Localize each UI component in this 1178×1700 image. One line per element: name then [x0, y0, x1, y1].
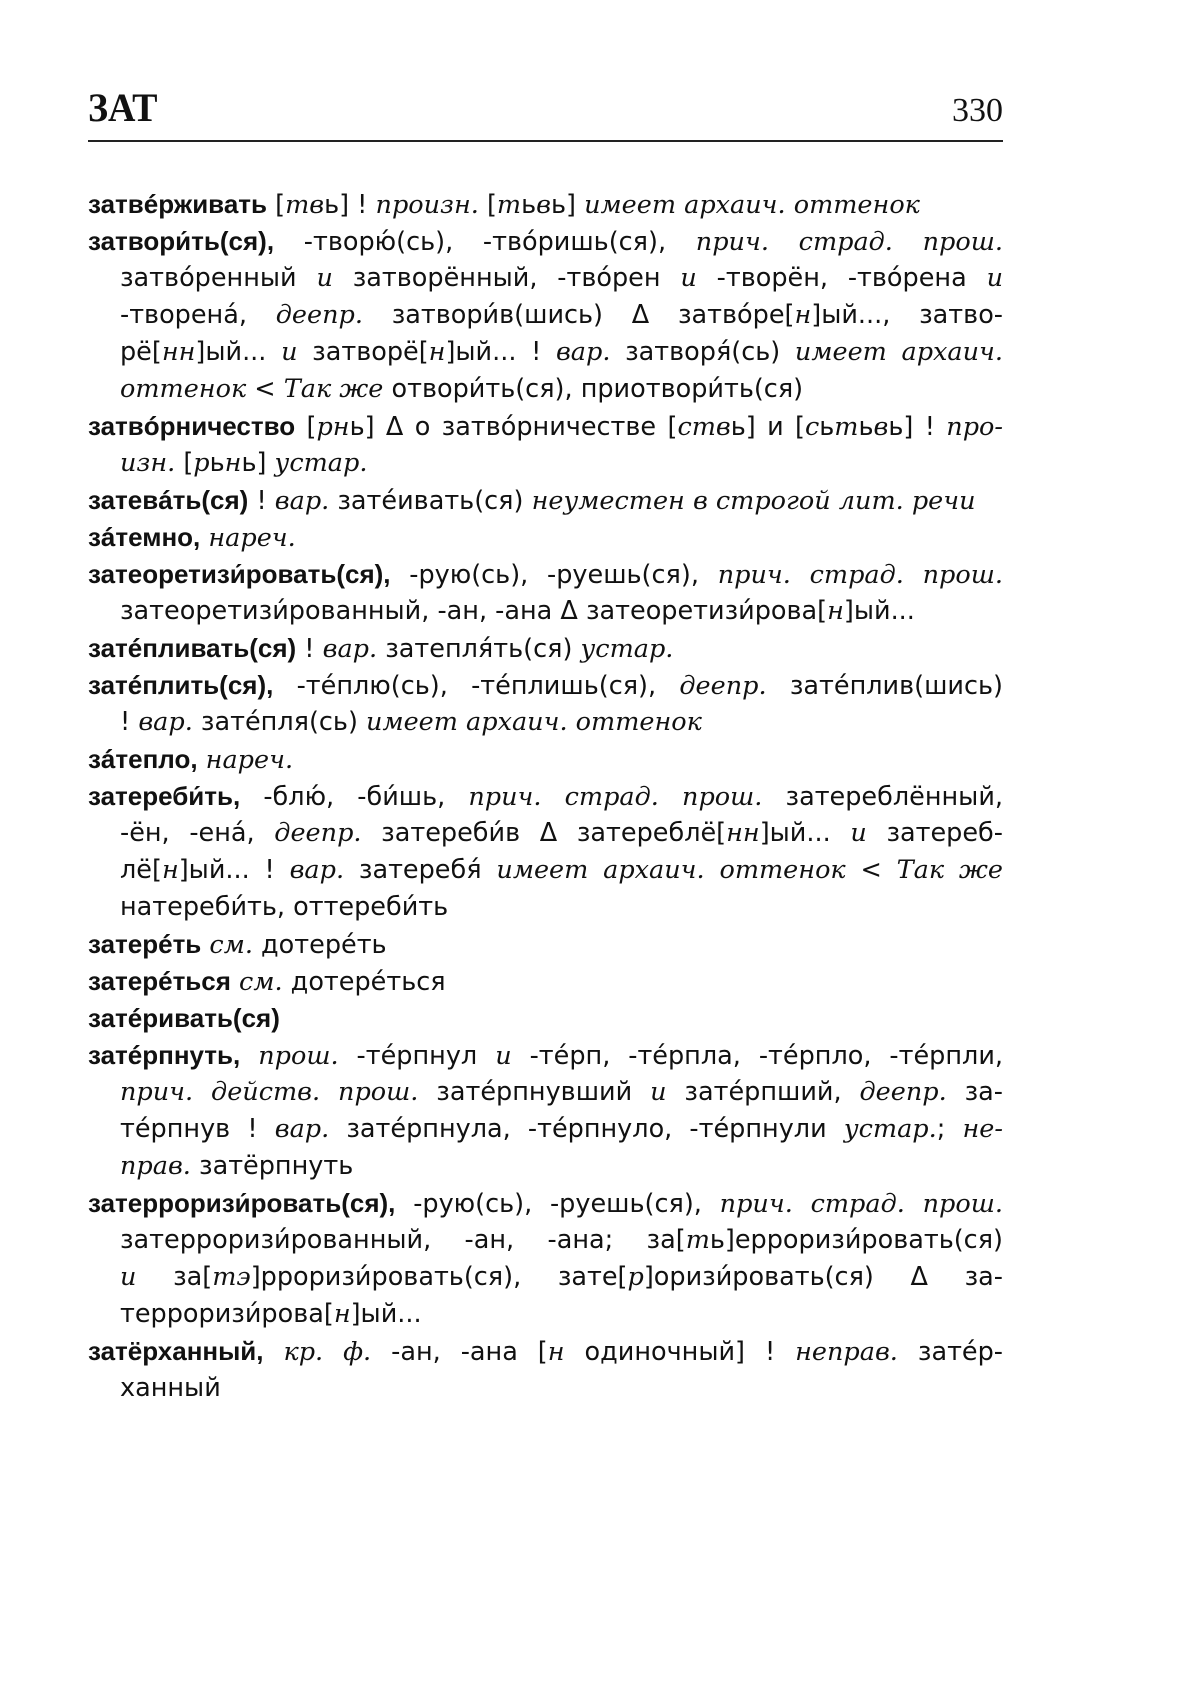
headword: затéплить(ся),: [88, 670, 274, 700]
label-italic: и: [495, 1041, 512, 1071]
entry-text: затворённый, -твóрен: [332, 263, 681, 293]
label-italic: прош.: [258, 1041, 339, 1071]
label-italic: про-: [946, 412, 1003, 442]
entry-text: ь] !: [324, 190, 376, 220]
entry-text: -блю́, -би́шь,: [240, 782, 469, 812]
label-italic: нн: [161, 337, 196, 367]
headword: затереби́ть,: [88, 781, 241, 811]
entry-text: [240, 1041, 258, 1071]
entry-text: -рую(сь), -руешь(ся),: [395, 1189, 720, 1219]
label-italic: прич. страд. прош.: [719, 1189, 1003, 1219]
entry-text: натереби́ть, оттереби́ть: [120, 892, 449, 922]
dictionary-entries: [88, 186, 1003, 1407]
entry-headline: [88, 963, 1003, 1000]
entry-continuation-line: [88, 1370, 1003, 1407]
label-italic: в: [536, 190, 551, 220]
entry-headline: [88, 519, 1003, 556]
entry-text: ь] Δ о затвóрничестве [: [349, 412, 678, 442]
headword: затвóрничество: [88, 411, 296, 441]
entry-text: <: [845, 855, 897, 885]
entry-continuation-line: [88, 1222, 1003, 1259]
dictionary-entry: [88, 1333, 1003, 1407]
label-italic: н: [224, 448, 242, 478]
entry-text: затерроризи́рованный, -ан, -ана; за[: [120, 1225, 686, 1255]
entry-text: [231, 967, 239, 997]
entry-text: затеребя́: [344, 855, 497, 885]
entry-text: ]ый..., затво-: [811, 300, 1003, 330]
label-italic: р: [627, 1262, 644, 1292]
label-italic: неуместен в строгой лит. речи: [531, 486, 976, 516]
dictionary-entry: [88, 186, 1003, 223]
label-italic: с: [804, 412, 820, 442]
entry-text: затворя́(сь): [610, 337, 795, 367]
headword: зáтемно,: [88, 522, 201, 552]
label-italic: прич. страд. прош.: [468, 782, 763, 812]
entry-headline: [88, 630, 1003, 667]
label-italic: в: [873, 412, 889, 442]
entry-text: [: [478, 190, 497, 220]
entry-continuation-line: [88, 889, 1003, 926]
label-italic: изн.: [120, 448, 176, 478]
entry-text: за-: [946, 1077, 1003, 1107]
entry-continuation-line: [88, 815, 1003, 852]
dictionary-entry: [88, 223, 1003, 408]
dictionary-entry: [88, 556, 1003, 630]
label-italic: нн: [726, 818, 760, 848]
entry-text: ь]: [550, 190, 585, 220]
dictionary-entry: [88, 1185, 1003, 1333]
entry-continuation-line: [88, 1074, 1003, 1111]
entry-continuation-line: [88, 445, 1003, 482]
label-italic: устар.: [580, 634, 674, 664]
entry-text: ]ый...: [843, 596, 915, 626]
entry-text: -тéплю(сь), -тéплишь(ся),: [273, 671, 680, 701]
entry-text: [198, 745, 206, 775]
label-italic: устар.: [843, 1114, 937, 1144]
label-italic: неправ.: [795, 1337, 898, 1367]
header-rule: [88, 140, 1003, 142]
entry-text: затворё[: [297, 337, 429, 367]
label-italic: т: [834, 412, 859, 442]
label-italic: см.: [209, 930, 253, 960]
entry-text: [: [267, 190, 286, 220]
entry-headline: [88, 1000, 1003, 1037]
dictionary-entry: [88, 963, 1003, 1000]
entry-text: тéрпнув !: [120, 1114, 275, 1144]
label-italic: н: [794, 300, 812, 330]
dictionary-page: [88, 78, 1003, 1407]
label-italic: оттенок: [120, 374, 247, 404]
label-italic: и: [680, 263, 697, 293]
entry-text: затереб-: [866, 818, 1003, 848]
entry-text: !: [120, 707, 139, 737]
entry-text: -тéрпнул: [338, 1041, 496, 1071]
entry-text: отвори́ть(ся), приотвори́ть(ся): [383, 374, 804, 404]
entry-text: ]ый...: [195, 337, 282, 367]
label-italic: имеет архаич. оттенок: [584, 190, 920, 220]
dictionary-entry: [88, 1037, 1003, 1185]
entry-continuation-line: [88, 1148, 1003, 1185]
entry-continuation-line: [88, 260, 1003, 297]
label-italic: прав.: [120, 1151, 191, 1181]
headword: затерéть: [88, 929, 202, 959]
entry-continuation-line: [88, 1259, 1003, 1296]
label-italic: тв: [285, 190, 325, 220]
entry-headline: [88, 926, 1003, 963]
entry-headline: [88, 1333, 1003, 1370]
entry-text: затéпля(сь): [192, 707, 367, 737]
entry-text: [: [175, 448, 194, 478]
entry-headline: [88, 482, 1003, 519]
running-head-word: ЗАТ: [88, 85, 158, 130]
headword: затéривать(ся): [88, 1003, 280, 1033]
label-italic: деепр.: [679, 671, 767, 701]
entry-continuation-line: [88, 593, 1003, 630]
label-italic: имеет архаич. оттенок: [496, 855, 846, 885]
label-italic: деепр.: [859, 1077, 947, 1107]
label-italic: вар.: [138, 707, 193, 737]
label-italic: вар.: [274, 1114, 330, 1144]
label-italic: ств: [677, 412, 731, 442]
label-italic: н: [333, 1299, 351, 1329]
dictionary-entry: [88, 519, 1003, 556]
label-italic: н: [547, 1337, 565, 1367]
entry-text: ь] и [: [730, 412, 805, 442]
label-italic: деепр.: [274, 818, 362, 848]
label-italic: Так же: [896, 855, 1004, 885]
headword: затерéться: [88, 966, 231, 996]
entry-text: -ан, -ана [: [371, 1337, 548, 1367]
entry-text: [264, 1337, 284, 1367]
headword: затеоретизи́ровать(ся),: [88, 559, 391, 589]
label-italic: вар.: [555, 337, 611, 367]
entry-headline: [88, 1185, 1003, 1222]
label-italic: и: [650, 1077, 667, 1107]
entry-text: ь: [521, 190, 537, 220]
label-italic: нареч.: [208, 523, 296, 553]
label-italic: кр. ф.: [283, 1337, 372, 1367]
entry-text: дотерéться: [282, 967, 446, 997]
entry-text: -творён, -твóрена: [696, 263, 987, 293]
entry-text: затвóренный: [120, 263, 317, 293]
entry-text: ]ый... !: [178, 855, 290, 885]
entry-text: ь] !: [888, 412, 947, 442]
dictionary-entry: [88, 630, 1003, 667]
dictionary-entry: [88, 1000, 1003, 1037]
label-italic: имеет архаич.: [794, 337, 1004, 367]
entry-text: ;: [936, 1114, 963, 1144]
entry-text: дотерéть: [252, 930, 387, 960]
entry-text: ь]ерроризи́ровать(ся): [709, 1225, 1003, 1255]
entry-text: за[: [136, 1262, 213, 1292]
label-italic: и: [120, 1262, 137, 1292]
label-italic: устар.: [274, 448, 368, 478]
entry-text: ]ый...: [759, 818, 851, 848]
headword: затерроризи́ровать(ся),: [88, 1188, 396, 1218]
entry-text: !: [296, 634, 323, 664]
entry-headline: [88, 186, 1003, 223]
entry-text: -тéрп, -тéрпла, -тéрпло, -тéрпли,: [511, 1041, 1003, 1071]
entry-text: затéр-: [897, 1337, 1003, 1367]
label-italic: т: [685, 1225, 710, 1255]
headword: затевáть(ся): [88, 485, 249, 515]
entry-text: затеоретизи́рованный, -ан, -ана Δ затеоретизи́рова[: [120, 596, 828, 626]
label-italic: нареч.: [205, 745, 294, 775]
label-italic: и: [281, 337, 298, 367]
label-italic: Так же: [283, 374, 384, 404]
entry-headline: [88, 556, 1003, 593]
entry-text: ]ый...: [350, 1299, 422, 1329]
label-italic: т: [496, 190, 522, 220]
entry-text: рё[: [120, 337, 162, 367]
entry-continuation-line: [88, 334, 1003, 371]
label-italic: н: [161, 855, 179, 885]
label-italic: и: [316, 263, 333, 293]
label-italic: р: [193, 448, 210, 478]
dictionary-entry: [88, 926, 1003, 963]
dictionary-entry: [88, 482, 1003, 519]
entry-text: затéрпнула, -тéрпнуло, -тéрпнули: [329, 1114, 844, 1144]
entry-continuation-line: [88, 371, 1003, 408]
label-italic: н: [428, 337, 446, 367]
entry-continuation-line: [88, 297, 1003, 334]
entry-headline: [88, 223, 1003, 260]
entry-text: <: [246, 374, 284, 404]
label-italic: вар.: [322, 634, 378, 664]
entry-text: затéрпнувший: [418, 1077, 651, 1107]
headword: затвéрживать: [88, 189, 267, 219]
entry-text: ь]: [241, 448, 275, 478]
entry-text: лё[: [120, 855, 162, 885]
entry-text: -ён, -енá,: [120, 818, 275, 848]
headword: затвори́ть(ся),: [88, 226, 275, 256]
entry-text: [: [295, 412, 317, 442]
entry-text: одиночный] !: [564, 1337, 796, 1367]
entry-text: ь: [858, 412, 874, 442]
label-italic: не-: [962, 1114, 1003, 1144]
headword: затéпливать(ся): [88, 633, 297, 663]
entry-text: ханный: [120, 1373, 221, 1403]
entry-text: ]оризи́ровать(ся) Δ за-: [643, 1262, 1003, 1292]
label-italic: прич. страд. прош.: [695, 227, 1003, 257]
label-italic: и: [850, 818, 867, 848]
entry-text: ь: [819, 412, 835, 442]
headword: затéрпнуть,: [88, 1040, 241, 1070]
entry-headline: [88, 408, 1003, 445]
dictionary-entry: [88, 408, 1003, 482]
page-number: 330: [952, 92, 1003, 129]
entry-headline: [88, 741, 1003, 778]
entry-text: затереблённый,: [762, 782, 1003, 812]
entry-continuation-line: [88, 1111, 1003, 1148]
entry-text: затереби́в Δ затереблё[: [361, 818, 727, 848]
entry-text: !: [248, 486, 275, 516]
entry-continuation-line: [88, 852, 1003, 889]
entry-text: затéрпший,: [666, 1077, 860, 1107]
entry-text: затвори́в(шись) Δ затвóре[: [362, 300, 795, 330]
entry-text: ]рроризи́ровать(ся), зате[: [250, 1262, 628, 1292]
entry-headline: [88, 778, 1003, 815]
label-italic: рн: [316, 412, 350, 442]
headword: затёрханный,: [88, 1336, 264, 1366]
entry-headline: [88, 667, 1003, 704]
label-italic: тэ: [212, 1262, 251, 1292]
label-italic: н: [827, 596, 844, 626]
entry-text: -творенá,: [120, 300, 276, 330]
entry-continuation-line: [88, 704, 1003, 741]
entry-text: терроризи́рова[: [120, 1299, 334, 1329]
dictionary-entry: [88, 667, 1003, 741]
entry-text: затéивать(ся): [329, 486, 532, 516]
label-italic: вар.: [274, 486, 330, 516]
label-italic: прич. действ. прош.: [120, 1077, 419, 1107]
headword: зáтепло,: [88, 744, 198, 774]
entry-text: затепля́ть(ся): [377, 634, 581, 664]
label-italic: имеет архаич. оттенок: [366, 707, 702, 737]
entry-headline: [88, 1037, 1003, 1074]
entry-continuation-line: [88, 1296, 1003, 1333]
label-italic: и: [986, 263, 1003, 293]
page-header: [88, 78, 1003, 128]
entry-text: затёрпнуть: [190, 1151, 354, 1181]
label-italic: деепр.: [275, 300, 363, 330]
entry-text: -творю́(сь), -твóришь(ся),: [274, 227, 696, 257]
label-italic: прич. страд. прош.: [717, 560, 1003, 590]
entry-text: ]ый... !: [445, 337, 556, 367]
label-italic: см.: [239, 967, 283, 997]
entry-text: -рую(сь), -руешь(ся),: [390, 560, 718, 590]
dictionary-entry: [88, 778, 1003, 926]
label-italic: вар.: [289, 855, 345, 885]
entry-text: ь: [209, 448, 225, 478]
entry-text: затéплив(шись): [766, 671, 1003, 701]
dictionary-entry: [88, 741, 1003, 778]
label-italic: произн.: [375, 190, 479, 220]
